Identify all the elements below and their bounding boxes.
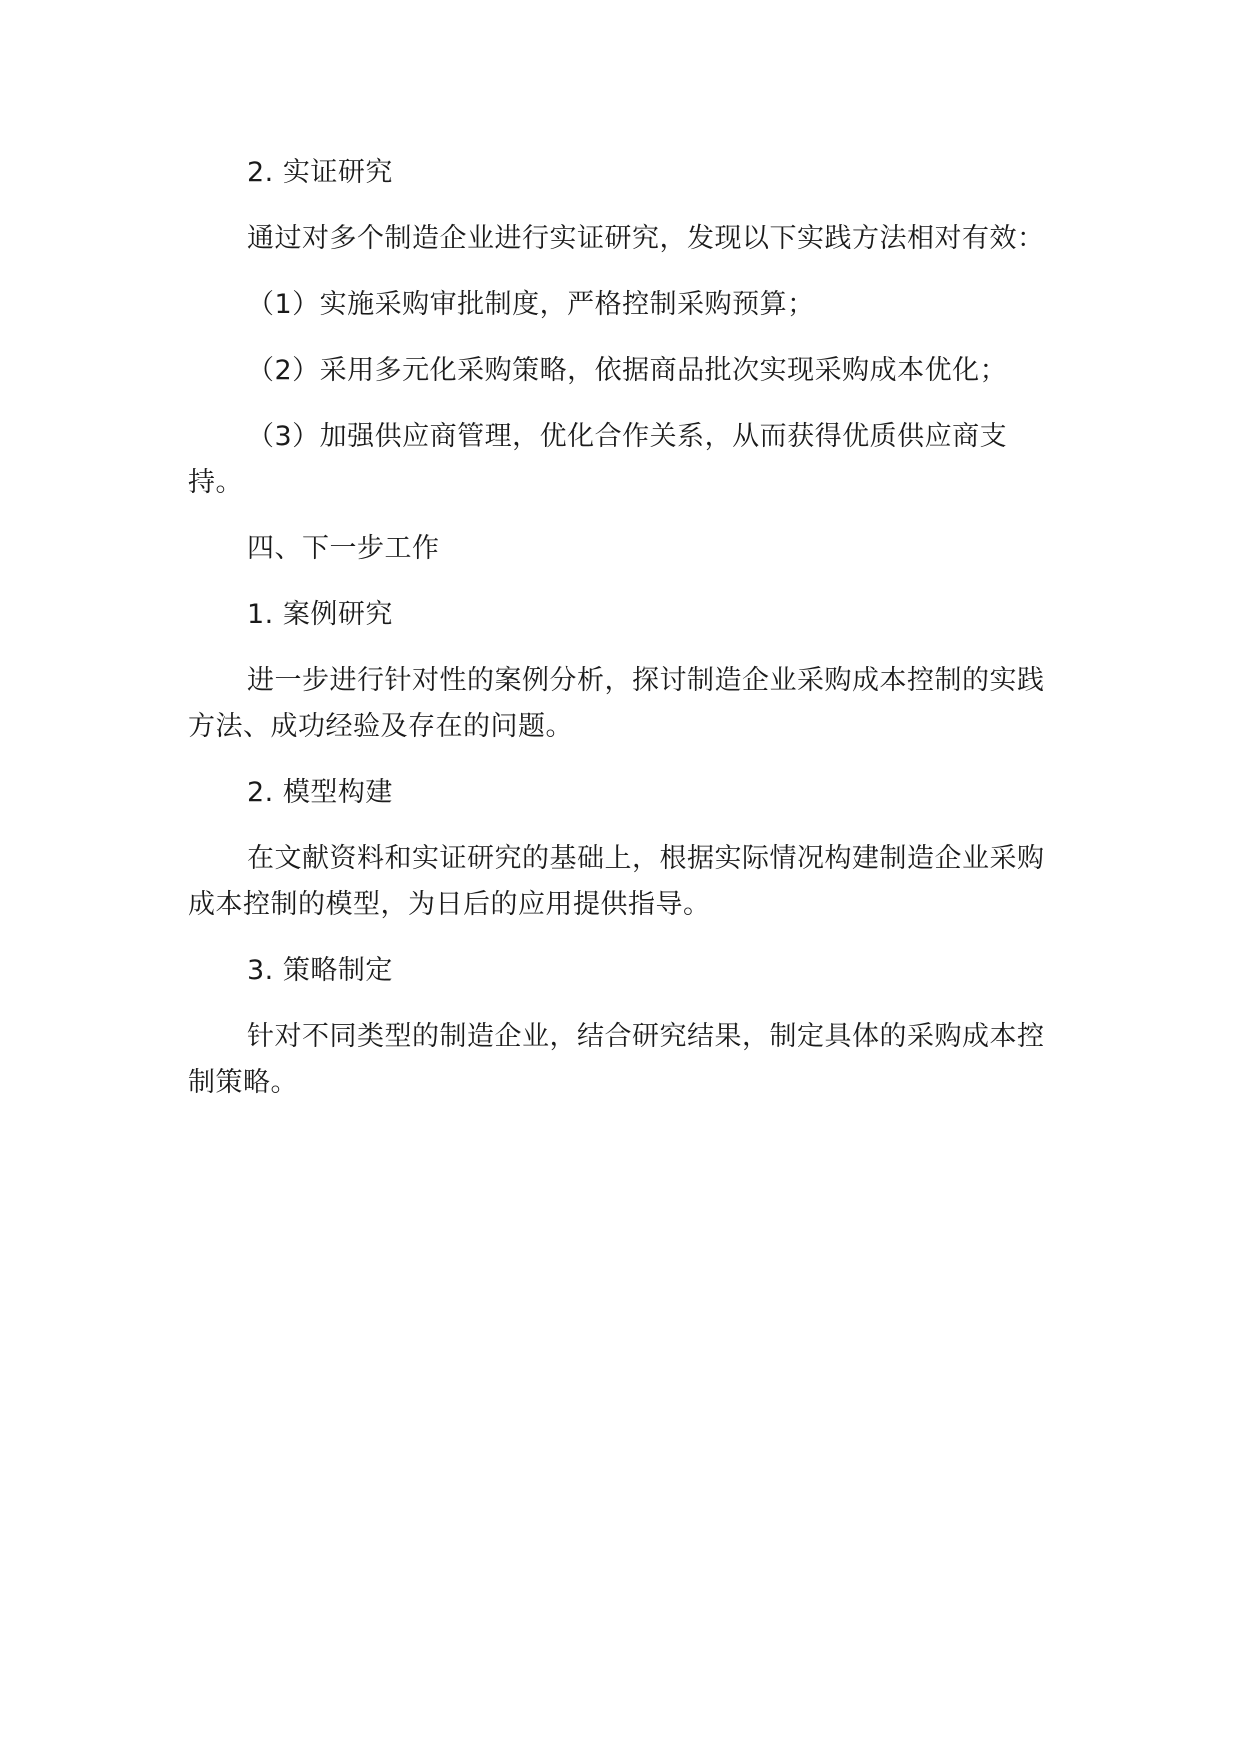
subheading-strategy: 3. 策略制定 [247, 955, 393, 986]
document-body [188, 150, 1050, 1126]
list-item-2: （2）采用多元化采购策略，依据商品批次实现采购成本优化； [247, 355, 1008, 386]
section-heading-next-steps: 四、下一步工作 [247, 533, 440, 564]
paragraph-case-study: 进一步进行针对性的案例分析，探讨制造企业采购成本控制的实践方法、成功经验及存在的问题。 [188, 665, 1045, 742]
paragraph-empirical-intro: 通过对多个制造企业进行实证研究，发现以下实践方法相对有效： [247, 223, 1045, 254]
section-heading-empirical-research: 2. 实证研究 [247, 157, 393, 188]
list-item-1: （1）实施采购审批制度，严格控制采购预算； [247, 289, 815, 320]
paragraph-strategy: 针对不同类型的制造企业，结合研究结果，制定具体的采购成本控制策略。 [188, 1021, 1045, 1098]
paragraph-model-building: 在文献资料和实证研究的基础上，根据实际情况构建制造企业采购成本控制的模型，为日后的应用提供指导。 [188, 843, 1045, 920]
subheading-model-building: 2. 模型构建 [247, 777, 393, 808]
subheading-case-study: 1. 案例研究 [247, 599, 393, 630]
list-item-3: （3）加强供应商管理，优化合作关系，从而获得优质供应商支持。 [188, 421, 1008, 498]
